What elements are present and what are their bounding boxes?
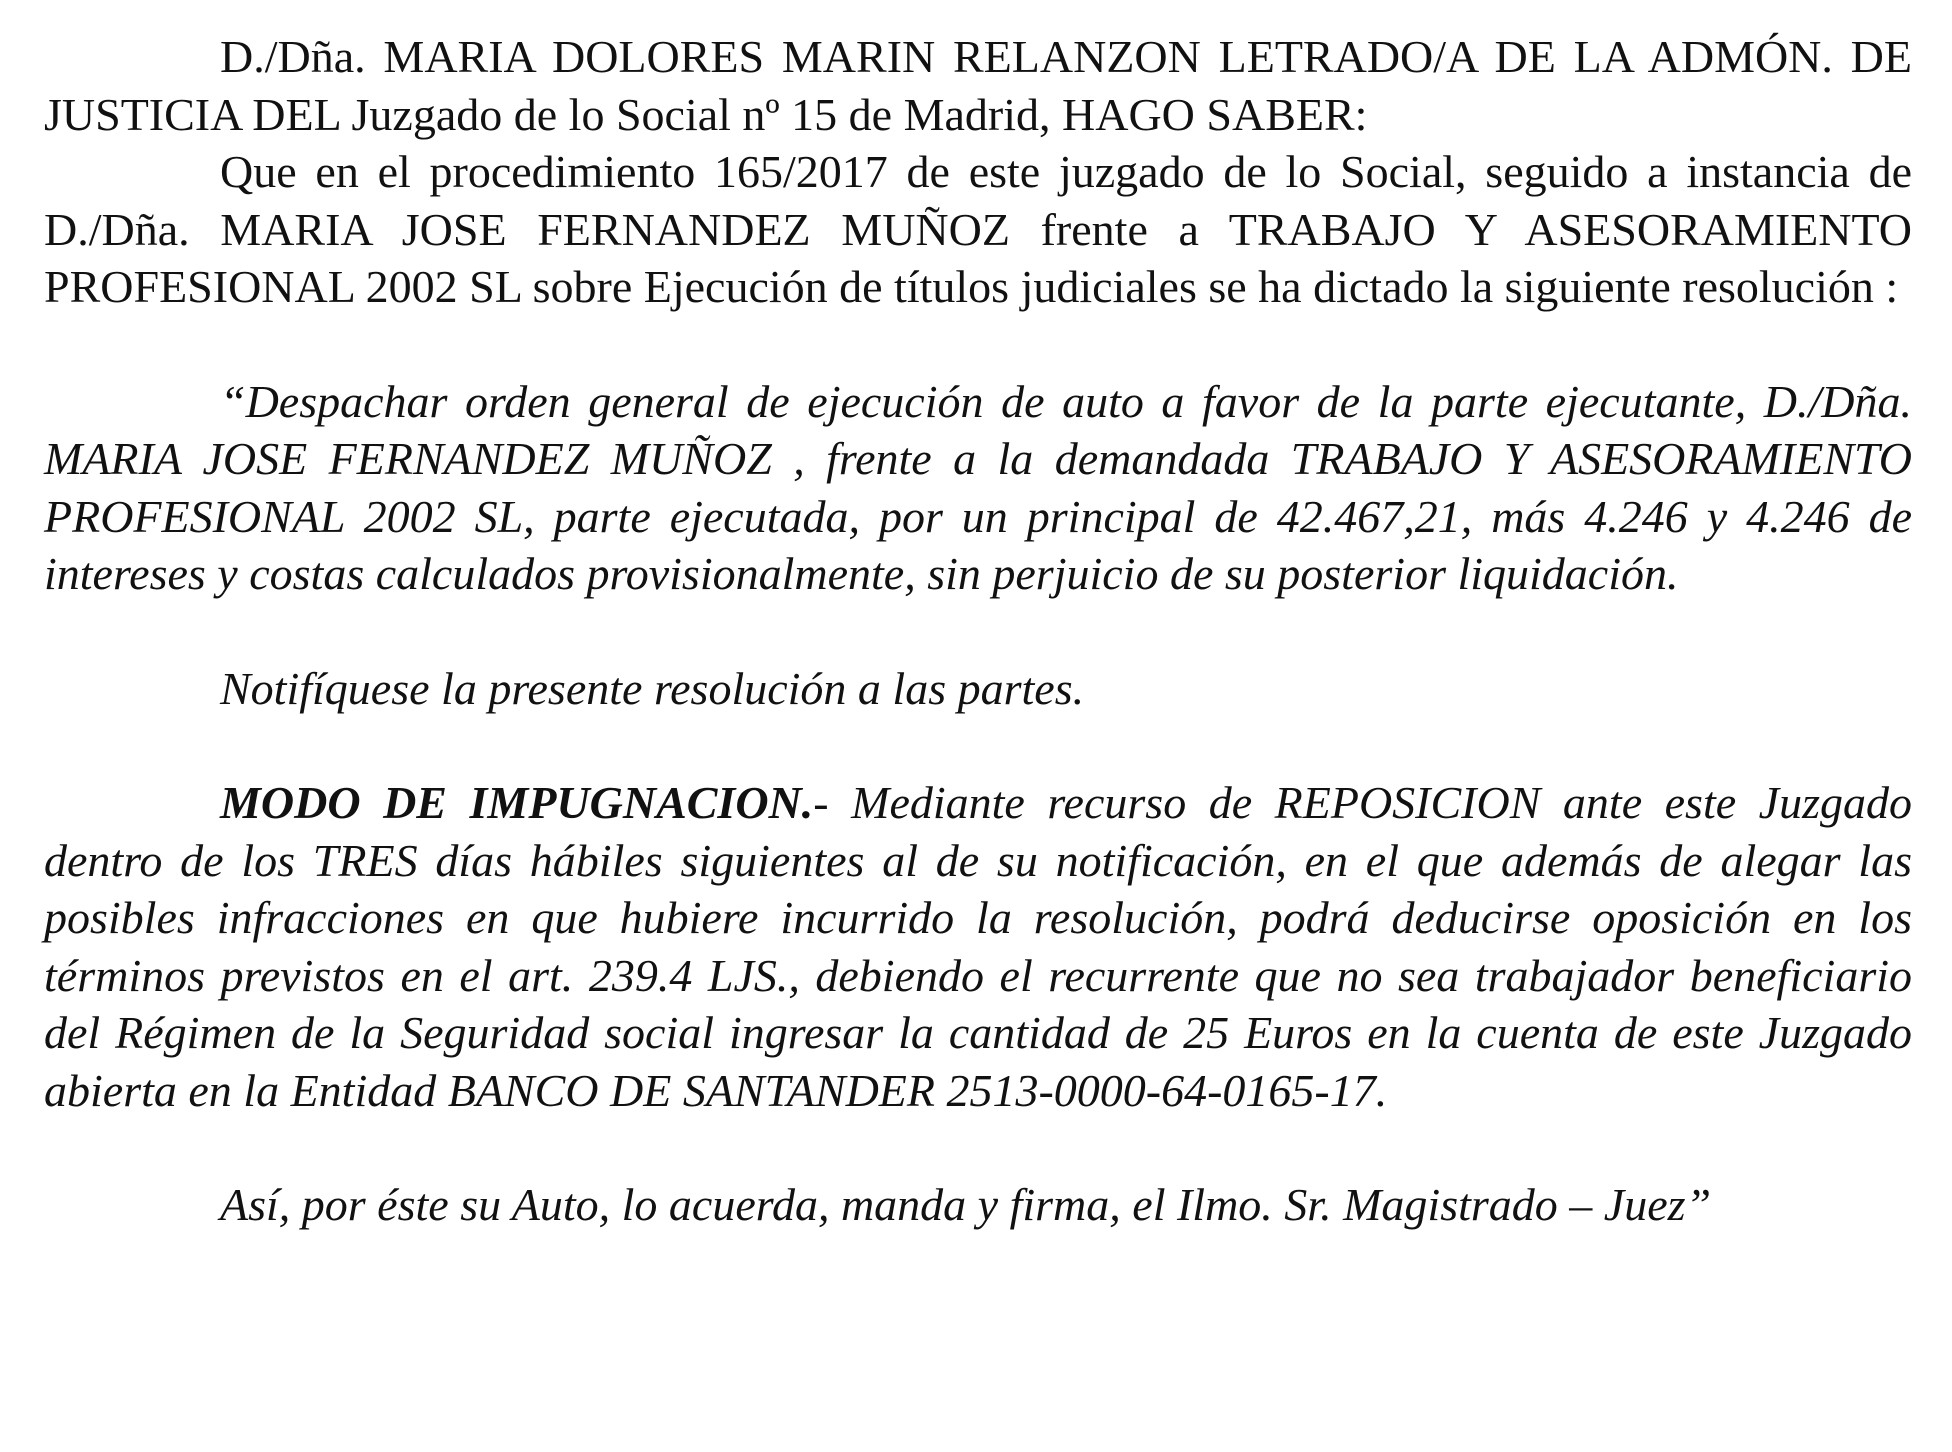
notification-paragraph: Notifíquese la presente resolución a las partes. — [220, 662, 1085, 714]
appeal-heading: MODO DE IMPUGNACION. — [220, 777, 814, 828]
appeal-text: - Mediante recurso de REPOSICION ante este Juzgado dentro de los TRES días hábiles siguientes al de su notificación, en el que además de alegar las posibles infracciones en que hubiere incurrido la resolución, podrá deducirse oposición en los términos previstos en el art. 239.4 LJS., debiendo el recurrente que no sea trabajador beneficiario del Régimen de la Seguridad social ingresar la cantidad de 25 Euros en la cuenta de este Juzgado abierta en la Entidad BANCO DE SANTANDER 2513-0000-64-0165-17. — [44, 777, 1912, 1116]
header-paragraph: D./Dña. MARIA DOLORES MARIN RELANZON LETRADO/A DE LA ADMÓN. DE JUSTICIA DEL Juzgado de lo Social nº 15 de Madrid, HAGO SABER: — [44, 31, 1912, 140]
document-page — [44, 28, 1912, 1234]
intro-paragraph: Que en el procedimiento 165/2017 de este juzgado de lo Social, seguido a instancia de D./Dña. MARIA JOSE FERNANDEZ MUÑOZ frente a TRABAJO Y ASESORAMIENTO PROFESIONAL 2002 SL sobre Ejecución de títulos judiciales se ha dictado la siguiente resolución : — [44, 146, 1912, 312]
appeal-paragraph — [44, 774, 1912, 1119]
resolution-paragraph: “Despachar orden general de ejecución de auto a favor de la parte ejecutante, D./Dña. MARIA JOSE FERNANDEZ MUÑOZ , frente a la demandada TRABAJO Y ASESORAMIENTO PROFESIONAL 2002 SL, parte ejecutada, por un principal de 42.467,21, más 4.246 y 4.246 de intereses y costas calculados provisionalmente, sin perjuicio de su posterior liquidación. — [44, 375, 1912, 599]
closing-paragraph: Así, por éste su Auto, lo acuerda, manda y firma, el Ilmo. Sr. Magistrado – Juez” — [220, 1179, 1712, 1230]
